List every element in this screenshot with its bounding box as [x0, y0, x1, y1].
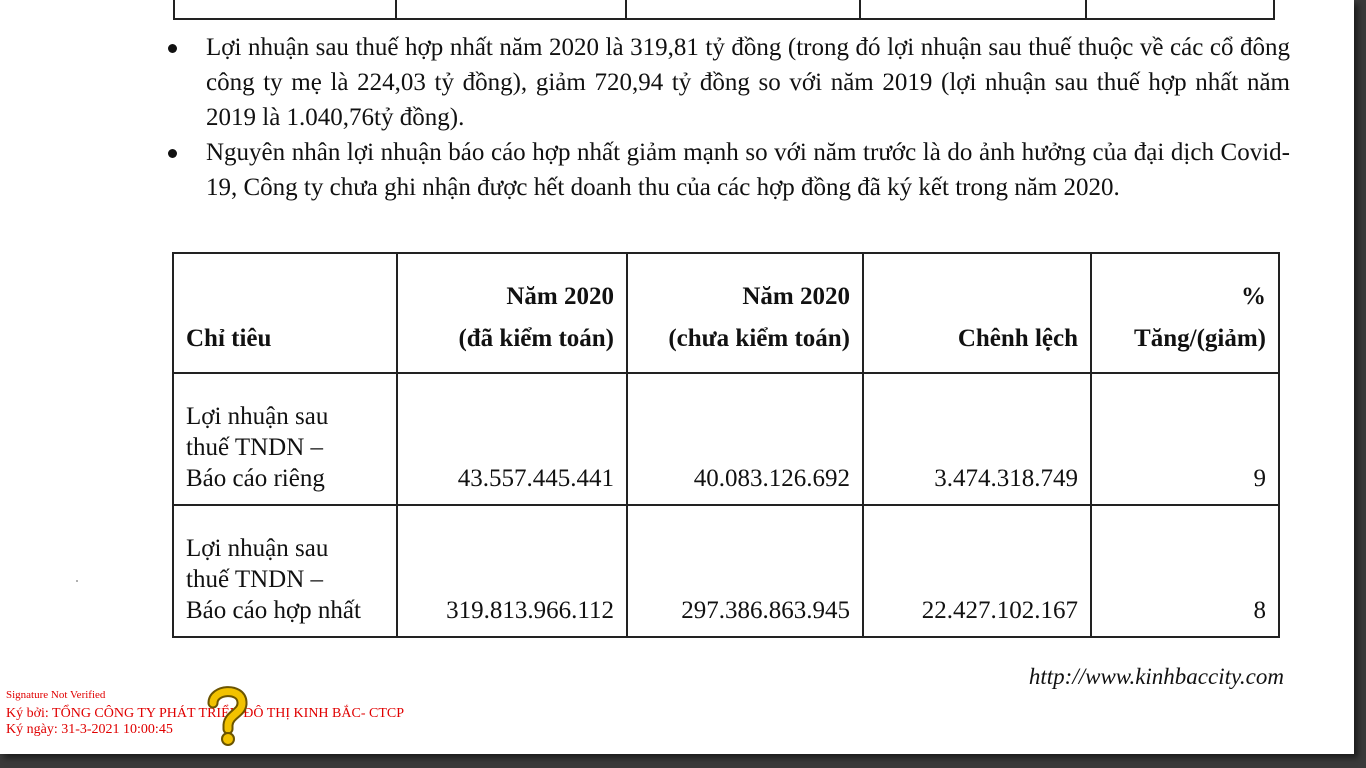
header-indicator: Chỉ tiêu	[173, 253, 397, 373]
signature-date: Ký ngày: 31-3-2021 10:00:45	[6, 722, 173, 737]
unverified-question-icon[interactable]	[205, 683, 249, 747]
cell-percent: 8	[1091, 505, 1279, 637]
bullet-list	[160, 30, 1290, 205]
website-url[interactable]: http://www.kinhbaccity.com	[1028, 664, 1284, 689]
bullet-text: Nguyên nhân lợi nhuận báo cáo hợp nhất giảm mạnh so với năm trước là do ảnh hưởng của đại dịch Covid-19, Công ty chưa ghi nhận được hết doanh thu của các hợp đồng đã ký kết trong năm 2020.	[206, 139, 1290, 201]
header-audited: Năm 2020 (đã kiểm toán)	[397, 253, 627, 373]
table-row	[173, 505, 1279, 637]
cell-unaudited: 297.386.863.945	[627, 505, 863, 637]
bullet-dot-icon	[168, 44, 177, 53]
cell-audited: 319.813.966.112	[397, 505, 627, 637]
scan-speck	[76, 580, 78, 582]
profit-comparison-table	[172, 252, 1280, 638]
signature-signer: Ký bởi: TỔNG CÔNG TY PHÁT TRIỂN ĐÔ THỊ KINH BẮC- CTCP	[6, 706, 404, 721]
row-label: Lợi nhuận sau thuế TNDN – Báo cáo riêng	[173, 373, 397, 505]
cell-difference: 22.427.102.167	[863, 505, 1091, 637]
bullet-item	[160, 30, 1290, 135]
bullet-item	[160, 135, 1290, 205]
row-label: Lợi nhuận sau thuế TNDN – Báo cáo hợp nhất	[173, 505, 397, 637]
table-header-row	[173, 253, 1279, 373]
bullet-dot-icon	[168, 149, 177, 158]
table-row	[173, 373, 1279, 505]
bullet-text: Lợi nhuận sau thuế hợp nhất năm 2020 là 319,81 tỷ đồng (trong đó lợi nhuận sau thuế thuộc về các cổ đông công ty mẹ là 224,03 tỷ đồng), giảm 720,94 tỷ đồng so với năm 2019 (lợi nhuận sau thuế hợp nhất năm 2019 là 1.040,76tỷ đồng).	[206, 34, 1290, 131]
cell-audited: 43.557.445.441	[397, 373, 627, 505]
header-unaudited: Năm 2020 (chưa kiểm toán)	[627, 253, 863, 373]
header-percent: % Tăng/(giảm)	[1091, 253, 1279, 373]
cell-unaudited: 40.083.126.692	[627, 373, 863, 505]
cell-percent: 9	[1091, 373, 1279, 505]
cell-difference: 3.474.318.749	[863, 373, 1091, 505]
previous-table-fragment	[173, 0, 1275, 20]
header-difference: Chênh lệch	[863, 253, 1091, 373]
signature-status: Signature Not Verified	[6, 689, 106, 701]
